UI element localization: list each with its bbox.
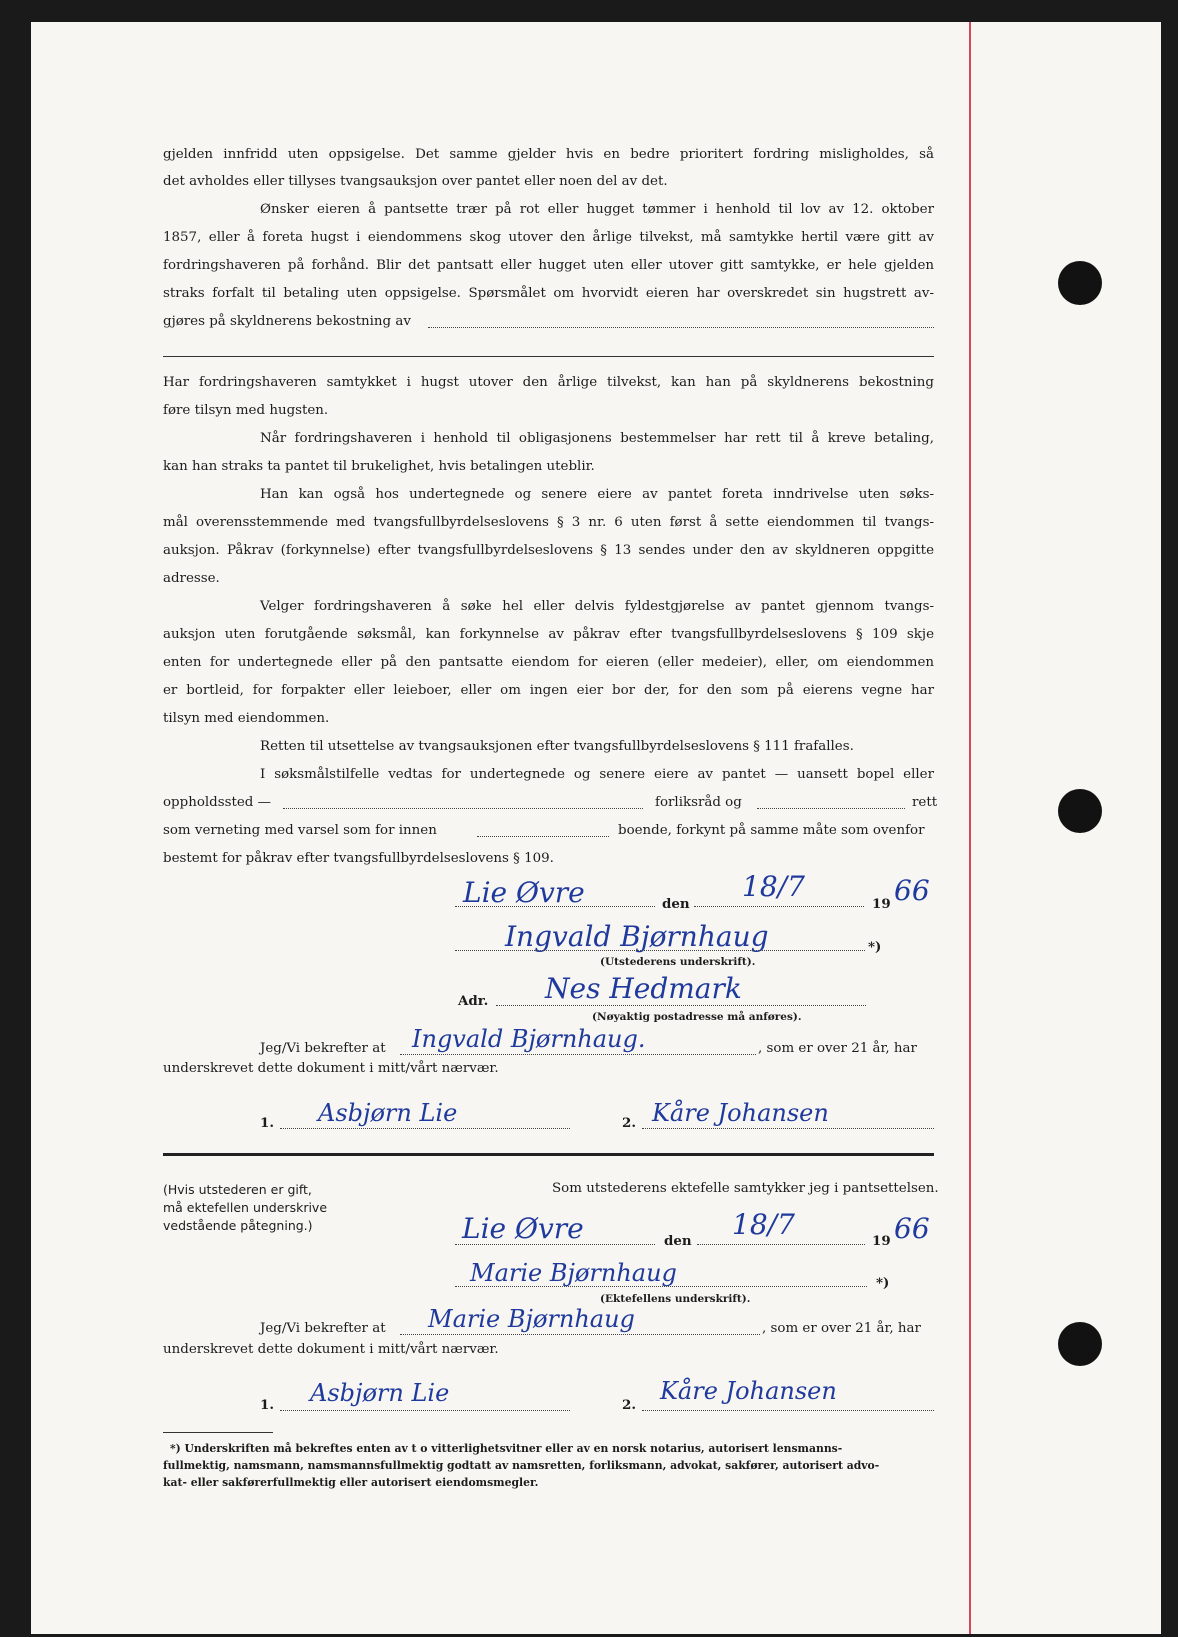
- spouse-note: (Hvis utstederen er gift,: [163, 1182, 312, 1197]
- fill-line: [642, 1128, 934, 1129]
- handwritten-year: 66: [894, 1212, 930, 1245]
- body-line: auksjon uten forutgående søksmål, kan forkynnelse av påkrav efter tvangsfullbyrdelseslovens § 109 skje: [163, 627, 934, 642]
- body-line: føre tilsyn med hugsten.: [163, 403, 329, 418]
- body-line: enten for undertegnede eller på den pantsatte eiendom for eieren (eller medeier), eller, om eiendommen: [163, 655, 934, 670]
- handwritten-year: 66: [894, 874, 930, 907]
- fill-line: [283, 808, 643, 809]
- signature-caption: (Utstederens underskrift).: [600, 956, 756, 968]
- margin-line: [969, 22, 971, 1634]
- punch-hole: [1058, 1322, 1102, 1366]
- body-text: boende, forkynt på samme måte som ovenfor: [618, 823, 925, 838]
- body-line: fordringshaveren på forhånd. Blir det pantsatt eller hugget uten eller utover gitt samtykke, er hele gjelden: [163, 258, 934, 273]
- body-text: rett: [912, 795, 938, 810]
- spouse-signature: Marie Bjørnhaug: [470, 1259, 677, 1287]
- footnote-rule: [163, 1432, 273, 1433]
- handwritten-place: Lie Øvre: [463, 876, 585, 909]
- body-line: Ønsker eieren å pantsette trær på rot eller hugget tømmer i henhold til lov av 12. oktober: [260, 202, 934, 217]
- fill-line: [280, 1128, 570, 1129]
- address-label: Adr.: [458, 993, 489, 1009]
- fill-line: [455, 1244, 655, 1245]
- body-line: adresse.: [163, 571, 220, 586]
- handwritten-date: 18/7: [732, 1208, 795, 1241]
- consent-text: Som utstederens ektefelle samtykker jeg i pantsettelsen.: [552, 1181, 939, 1196]
- issuer-signature: Ingvald Bjørnhaug: [505, 920, 769, 953]
- fill-line: [400, 1334, 760, 1335]
- fill-line: [455, 950, 865, 951]
- year-prefix: 19: [872, 896, 891, 912]
- confirm-text: Jeg/Vi bekrefter at: [260, 1321, 386, 1336]
- body-line: det avholdes eller tillyses tvangsauksjon over pantet eller noen del av det.: [163, 174, 668, 189]
- body-line: Han kan også hos undertegnede og senere eiere av pantet foreta inndrivelse uten søks-: [260, 487, 934, 502]
- signature-caption: (Ektefellens underskrift).: [600, 1293, 751, 1305]
- body-line: auksjon. Påkrav (forkynnelse) efter tvangsfullbyrdelseslovens § 13 sendes under den av skyldneren oppgitte: [163, 543, 934, 558]
- body-text: som verneting med varsel som for innen: [163, 823, 437, 838]
- body-line: I søksmålstilfelle vedtas for undertegnede og senere eiere av pantet — uansett bopel eller: [260, 767, 934, 782]
- fill-line: [496, 1005, 866, 1006]
- body-text: forliksråd og: [655, 795, 742, 810]
- fill-line: [428, 327, 934, 328]
- fill-line: [400, 1054, 756, 1055]
- fill-line: [697, 1244, 865, 1245]
- address-caption: (Nøyaktig postadresse må anføres).: [592, 1011, 802, 1023]
- witness-number: 2.: [622, 1115, 636, 1131]
- asterisk: *): [876, 1275, 890, 1291]
- fill-line: [694, 906, 864, 907]
- fill-line: [642, 1410, 934, 1411]
- spouse-note: vedstående påtegning.): [163, 1218, 313, 1233]
- den-label: den: [662, 896, 690, 912]
- body-line: Har fordringshaveren samtykket i hugst utover den årlige tilvekst, kan han på skyldnerens bekostning: [163, 375, 934, 390]
- witness-number: 1.: [260, 1397, 274, 1413]
- handwritten-place: Lie Øvre: [462, 1212, 584, 1245]
- fill-line: [477, 836, 609, 837]
- body-line: gjøres på skyldnerens bekostning av: [163, 314, 411, 329]
- fill-line: [455, 1286, 867, 1287]
- footnote-line: *) Underskriften må bekreftes enten av t o vitterlighetsvitner eller av en norsk notarius, autorisert lensmanns-: [170, 1442, 843, 1455]
- witness-number: 2.: [622, 1397, 636, 1413]
- year-prefix: 19: [872, 1233, 891, 1249]
- footnote-line: fullmektig, namsmann, namsmannsfullmektig godtatt av namsretten, forliksmann, advokat, sakfører, autorisert advo-: [163, 1459, 880, 1472]
- body-line: tilsyn med eiendommen.: [163, 711, 330, 726]
- body-line: gjelden innfridd uten oppsigelse. Det samme gjelder hvis en bedre prioritert fordring misligholdes, så: [163, 147, 934, 162]
- body-line: bestemt for påkrav efter tvangsfullbyrdelseslovens § 109.: [163, 851, 554, 866]
- body-line: 1857, eller å foreta hugst i eiendommens skog utover den årlige tilvekst, må samtykke hertil være gitt av: [163, 230, 934, 245]
- body-text: oppholdssted —: [163, 795, 272, 810]
- handwritten-name: Ingvald Bjørnhaug.: [412, 1025, 646, 1053]
- confirm-text: Jeg/Vi bekrefter at: [260, 1041, 386, 1056]
- punch-hole: [1058, 789, 1102, 833]
- handwritten-name: Marie Bjørnhaug: [428, 1305, 635, 1333]
- body-line: Velger fordringshaveren å søke hel eller delvis fyldestgjørelse av pantet gjennom tvangs-: [260, 599, 934, 614]
- fill-line: [163, 356, 934, 357]
- witness-signature: Asbjørn Lie: [318, 1099, 458, 1127]
- body-line: kan han straks ta pantet til brukelighet, hvis betalingen uteblir.: [163, 459, 595, 474]
- body-line: mål overensstemmende med tvangsfullbyrdelseslovens § 3 nr. 6 uten først å sette eiendommen til tvangs-: [163, 515, 934, 530]
- footnote-line: kat- eller sakførerfullmektig eller autorisert eiendomsmegler.: [163, 1476, 539, 1489]
- den-label: den: [664, 1233, 692, 1249]
- confirm-text: underskrevet dette dokument i mitt/vårt nærvær.: [163, 1061, 499, 1076]
- witness-number: 1.: [260, 1115, 274, 1131]
- handwritten-date: 18/7: [742, 870, 805, 903]
- handwritten-address: Nes Hedmark: [545, 972, 742, 1005]
- body-line: straks forfalt til betaling uten oppsigelse. Spørsmålet om hvorvidt eieren har overskredet sin hugstrett av-: [163, 286, 934, 301]
- fill-line: [757, 808, 905, 809]
- witness-signature: Kåre Johansen: [660, 1377, 837, 1405]
- punch-hole: [1058, 261, 1102, 305]
- witness-signature: Asbjørn Lie: [310, 1379, 450, 1407]
- body-line: Retten til utsettelse av tvangsauksjonen efter tvangsfullbyrdelseslovens § 111 frafalles.: [260, 739, 854, 754]
- spouse-note: må ektefellen underskrive: [163, 1200, 328, 1215]
- fill-line: [455, 906, 655, 907]
- section-divider: [163, 1153, 934, 1156]
- confirm-text: , som er over 21 år, har: [762, 1321, 921, 1336]
- asterisk: *): [868, 939, 882, 955]
- confirm-text: underskrevet dette dokument i mitt/vårt nærvær.: [163, 1342, 499, 1357]
- body-line: Når fordringshaveren i henhold til obligasjonens bestemmelser har rett til å kreve betaling,: [260, 431, 934, 446]
- fill-line: [280, 1410, 570, 1411]
- body-line: er bortleid, for forpakter eller leieboer, eller om ingen eier bor der, for den som på eierens vegne har: [163, 683, 934, 698]
- confirm-text: , som er over 21 år, har: [758, 1041, 917, 1056]
- witness-signature: Kåre Johansen: [652, 1099, 829, 1127]
